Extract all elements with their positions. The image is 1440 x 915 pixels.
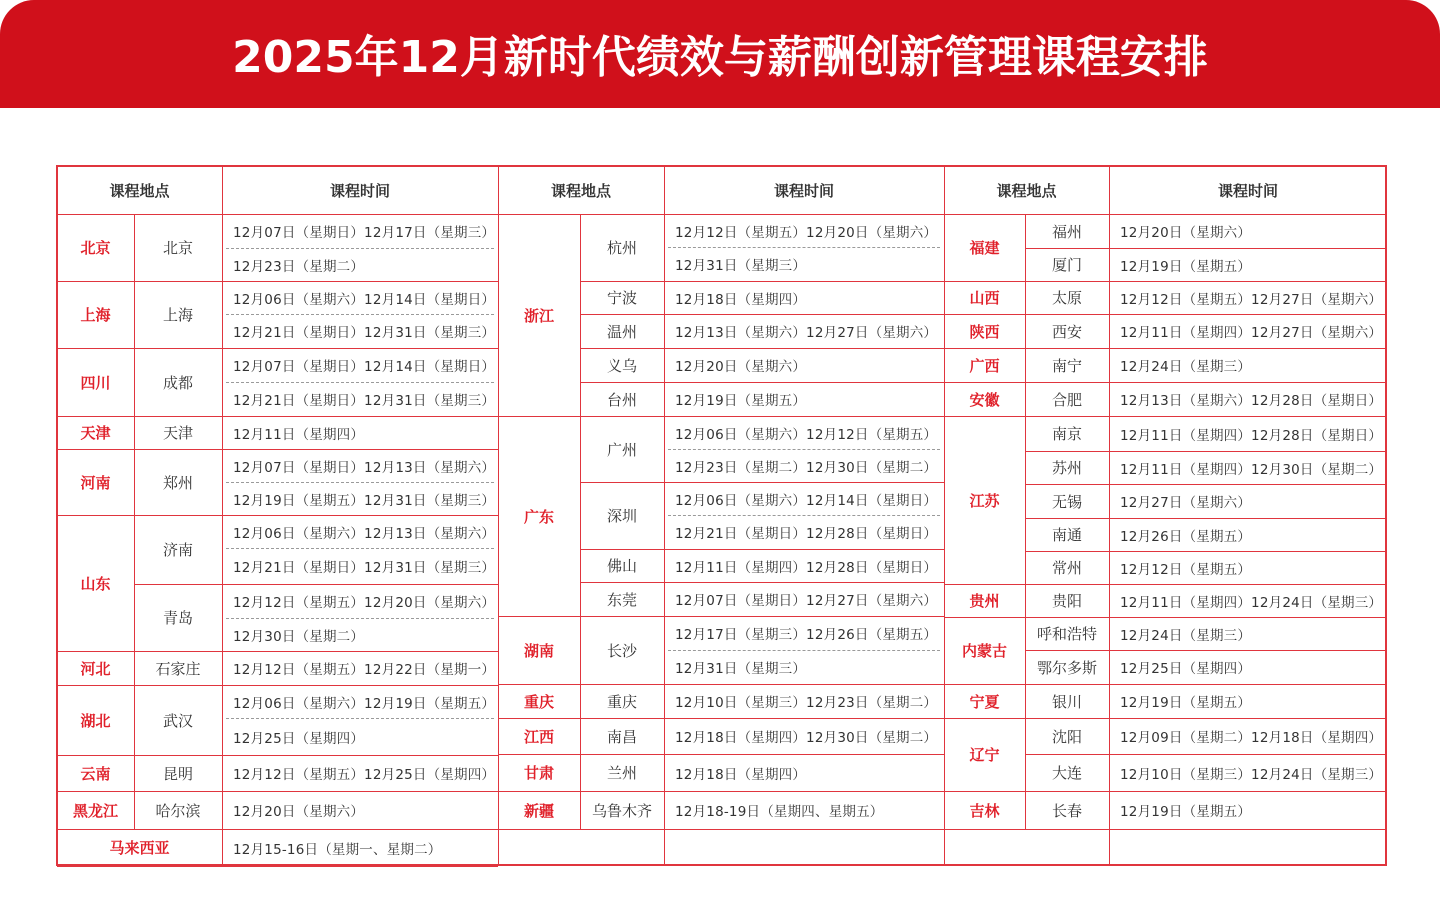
schedule-time: 12月19日（星期五）12月31日（星期三） (233, 492, 496, 509)
city-name: 东莞 (606, 590, 637, 609)
city-name: 杭州 (606, 239, 637, 257)
province-name: 浙江 (523, 306, 554, 325)
schedule-time: 12月10日（星期三）12月23日（星期二） (675, 695, 938, 711)
table-vline (134, 755, 135, 791)
province-name: 河北 (80, 659, 111, 678)
province-name: 上海 (80, 306, 111, 324)
province-name: 马来西亚 (109, 839, 170, 857)
schedule-time: 12月30日（星期二） (233, 628, 365, 645)
header-time: 课程时间 (329, 181, 390, 200)
province-name: 新疆 (523, 801, 554, 820)
province-name: 辽宁 (969, 746, 1000, 764)
schedule-time: 12月07日（星期日）12月14日（星期日） (233, 359, 496, 375)
province-name: 广西 (969, 356, 1000, 375)
city-name: 兰州 (606, 764, 637, 782)
table-vline (1025, 617, 1026, 684)
schedule-time: 12月18日（星期四） (675, 291, 807, 308)
city-name: 常州 (1051, 559, 1082, 577)
table-vline (134, 214, 135, 281)
city-name: 济南 (162, 541, 193, 559)
city-name: 乌鲁木齐 (591, 801, 652, 820)
table-vline (1025, 791, 1026, 829)
schedule-time: 12月12日（星期五） (1120, 561, 1252, 578)
table-vline (580, 684, 581, 718)
city-name: 鄂尔多斯 (1036, 658, 1097, 677)
table-vline (134, 416, 135, 449)
schedule-time: 12月10日（星期三）12月24日（星期三） (1120, 766, 1383, 783)
table-vline (134, 651, 135, 685)
schedule-time: 12月06日（星期六）12月14日（星期日） (233, 291, 496, 308)
city-name: 呼和浩特 (1036, 625, 1097, 643)
city-name: 宁波 (606, 289, 637, 307)
schedule-time: 12月07日（星期日）12月13日（星期六） (233, 459, 496, 476)
table-vline (1025, 416, 1026, 584)
province-name: 内蒙古 (961, 642, 1007, 660)
schedule-time: 12月12日（星期五）12月20日（星期六） (675, 224, 938, 241)
schedule-time: 12月21日（星期日）12月31日（星期三） (233, 393, 496, 409)
city-name: 南宁 (1051, 356, 1082, 375)
schedule-time: 12月21日（星期日）12月31日（星期三） (233, 560, 496, 576)
header-time: 课程时间 (1217, 181, 1278, 200)
schedule-time: 12月13日（星期六）12月27日（星期六） (675, 325, 938, 341)
schedule-time: 12月19日（星期五） (1120, 804, 1252, 820)
schedule-time: 12月31日（星期三） (675, 258, 807, 274)
province-name: 甘肃 (523, 764, 554, 782)
schedule-time: 12月23日（星期二）12月30日（星期二） (675, 459, 938, 476)
province-name: 湖南 (523, 641, 554, 660)
province-name: 北京 (80, 239, 111, 257)
table-vline (1025, 382, 1026, 416)
table-hline (498, 829, 580, 830)
table-vline (580, 791, 581, 829)
table-vline (1025, 281, 1026, 314)
schedule-time: 12月11日（星期四）12月27日（星期六） (1120, 325, 1383, 341)
city-name: 昆明 (162, 764, 193, 783)
city-name: 成都 (162, 373, 193, 392)
city-name: 长沙 (606, 641, 637, 660)
province-name: 江苏 (969, 491, 1000, 510)
table-vline (1025, 314, 1026, 348)
table-vline (1025, 718, 1026, 791)
schedule-time: 12月11日（星期四） (233, 426, 365, 443)
city-name: 福州 (1051, 222, 1082, 241)
schedule-time: 12月09日（星期二）12月18日（星期四） (1120, 730, 1383, 746)
table-vline (1025, 348, 1026, 382)
province-name: 重庆 (523, 692, 554, 711)
city-name: 南通 (1051, 526, 1082, 544)
schedule-time: 12月06日（星期六）12月13日（星期六） (233, 525, 496, 542)
province-name: 山东 (80, 574, 111, 593)
province-name: 吉林 (969, 801, 1000, 820)
schedule-time: 12月27日（星期六） (1120, 495, 1252, 511)
city-name: 天津 (162, 424, 193, 442)
schedule-time: 12月11日（星期四）12月30日（星期二） (1120, 461, 1383, 478)
table-vline (134, 515, 135, 651)
city-name: 哈尔滨 (155, 801, 201, 820)
province-name: 江西 (523, 727, 554, 746)
city-name: 无锡 (1051, 492, 1082, 511)
table-vline (134, 281, 135, 348)
schedule-time: 12月20日（星期六） (233, 804, 365, 820)
schedule-time: 12月24日（星期三） (1120, 359, 1252, 375)
city-name: 广州 (606, 440, 637, 459)
city-name: 太原 (1051, 289, 1082, 307)
header-location: 课程地点 (109, 181, 170, 200)
province-name: 河南 (80, 473, 111, 492)
table-vline (580, 616, 581, 684)
city-name: 苏州 (1051, 459, 1082, 477)
schedule-time: 12月19日（星期五） (1120, 258, 1252, 275)
city-name: 南昌 (606, 727, 637, 746)
table-hline (664, 829, 944, 830)
city-name: 北京 (162, 239, 193, 257)
city-name: 石家庄 (155, 659, 201, 678)
table-vline (580, 214, 581, 416)
city-name: 武汉 (162, 711, 193, 730)
city-name: 大连 (1051, 764, 1082, 782)
schedule-time: 12月11日（星期四）12月28日（星期日） (675, 559, 938, 576)
province-name: 陕西 (969, 322, 1000, 341)
province-name: 黑龙江 (72, 801, 118, 820)
table-vline (134, 449, 135, 515)
city-name: 西安 (1051, 322, 1082, 341)
schedule-time: 12月06日（星期六）12月12日（星期五） (675, 426, 938, 443)
city-name: 佛山 (606, 557, 637, 575)
schedule-time: 12月26日（星期五） (1120, 528, 1252, 545)
schedule-time: 12月07日（星期日）12月17日（星期三） (233, 225, 496, 241)
table-vline (134, 685, 135, 755)
schedule-time: 12月23日（星期二） (233, 258, 365, 275)
schedule-time: 12月07日（星期日）12月27日（星期六） (675, 593, 938, 609)
province-name: 天津 (80, 424, 111, 442)
province-name: 贵州 (969, 592, 1000, 610)
city-name: 厦门 (1051, 256, 1082, 274)
schedule-time: 12月06日（星期六）12月19日（星期五） (233, 695, 496, 712)
city-name: 青岛 (162, 609, 193, 627)
header-location: 课程地点 (996, 181, 1057, 200)
province-name: 安徽 (969, 390, 1000, 409)
city-name: 深圳 (606, 507, 637, 525)
schedule-time: 12月13日（星期六）12月28日（星期日） (1120, 393, 1383, 409)
schedule-time: 12月18-19日（星期四、星期五） (675, 804, 884, 820)
city-name: 义乌 (606, 356, 637, 375)
province-name: 广东 (523, 507, 554, 526)
schedule-time: 12月15-16日（星期一、星期二） (233, 841, 442, 858)
schedule-time: 12月31日（星期三） (675, 661, 807, 677)
city-name: 长春 (1051, 801, 1082, 820)
schedule-time: 12月06日（星期六）12月14日（星期日） (675, 492, 938, 509)
schedule-time: 12月19日（星期五） (1120, 695, 1252, 711)
schedule-time: 12月24日（星期三） (1120, 627, 1252, 644)
schedule-time: 12月12日（星期五）12月22日（星期一） (233, 662, 496, 678)
province-name: 宁夏 (969, 692, 1000, 711)
table-vline (1025, 214, 1026, 281)
schedule-time: 12月12日（星期五）12月27日（星期六） (1120, 291, 1383, 308)
schedule-time: 12月11日（星期四）12月24日（星期三） (1120, 594, 1383, 611)
table-vline (1025, 584, 1026, 617)
schedule-time: 12月18日（星期四）12月30日（星期二） (675, 730, 938, 746)
city-name: 上海 (162, 306, 193, 324)
province-name: 云南 (80, 764, 111, 783)
city-name: 郑州 (162, 473, 193, 492)
province-name: 湖北 (80, 711, 111, 730)
schedule-time: 12月11日（星期四）12月28日（星期日） (1120, 427, 1383, 444)
city-name: 温州 (606, 322, 637, 341)
table-vline (580, 416, 581, 616)
city-name: 重庆 (606, 692, 637, 711)
schedule-time: 12月17日（星期三）12月26日（星期五） (675, 627, 938, 643)
city-name: 沈阳 (1051, 727, 1082, 746)
city-name: 台州 (606, 390, 637, 409)
table-vline (1025, 684, 1026, 718)
schedule-time: 12月18日（星期四） (675, 766, 807, 783)
city-name: 贵阳 (1051, 592, 1082, 610)
table-hline (580, 829, 664, 830)
table-hline (222, 866, 498, 867)
table-hline (1025, 829, 1109, 830)
schedule-time: 12月20日（星期六） (1120, 225, 1252, 241)
header-time: 课程时间 (773, 181, 834, 200)
table-hline (944, 829, 1025, 830)
table-vline (134, 348, 135, 416)
table-vline (134, 791, 135, 829)
province-name: 福建 (969, 239, 1000, 257)
table-vline (580, 754, 581, 791)
city-name: 银川 (1051, 692, 1082, 711)
schedule-time: 12月12日（星期五）12月25日（星期四） (233, 767, 496, 783)
schedule-time: 12月12日（星期五）12月20日（星期六） (233, 595, 496, 611)
schedule-time: 12月25日（星期四） (233, 730, 365, 747)
city-name: 合肥 (1051, 390, 1082, 409)
schedule-time: 12月21日（星期日）12月28日（星期日） (675, 526, 938, 542)
schedule-time: 12月21日（星期日）12月31日（星期三） (233, 325, 496, 341)
schedule-time: 12月25日（星期四） (1120, 661, 1252, 677)
city-name: 南京 (1051, 425, 1082, 443)
schedule-time: 12月20日（星期六） (675, 359, 807, 375)
table-hline (1109, 829, 1387, 830)
table-vline (580, 718, 581, 754)
page-title: 2025年12月新时代绩效与薪酬创新管理课程安排 (232, 32, 1208, 83)
province-name: 山西 (969, 289, 1000, 307)
table-hline (57, 866, 222, 867)
header-location: 课程地点 (550, 181, 611, 200)
schedule-time: 12月19日（星期五） (675, 393, 807, 409)
province-name: 四川 (80, 373, 111, 392)
